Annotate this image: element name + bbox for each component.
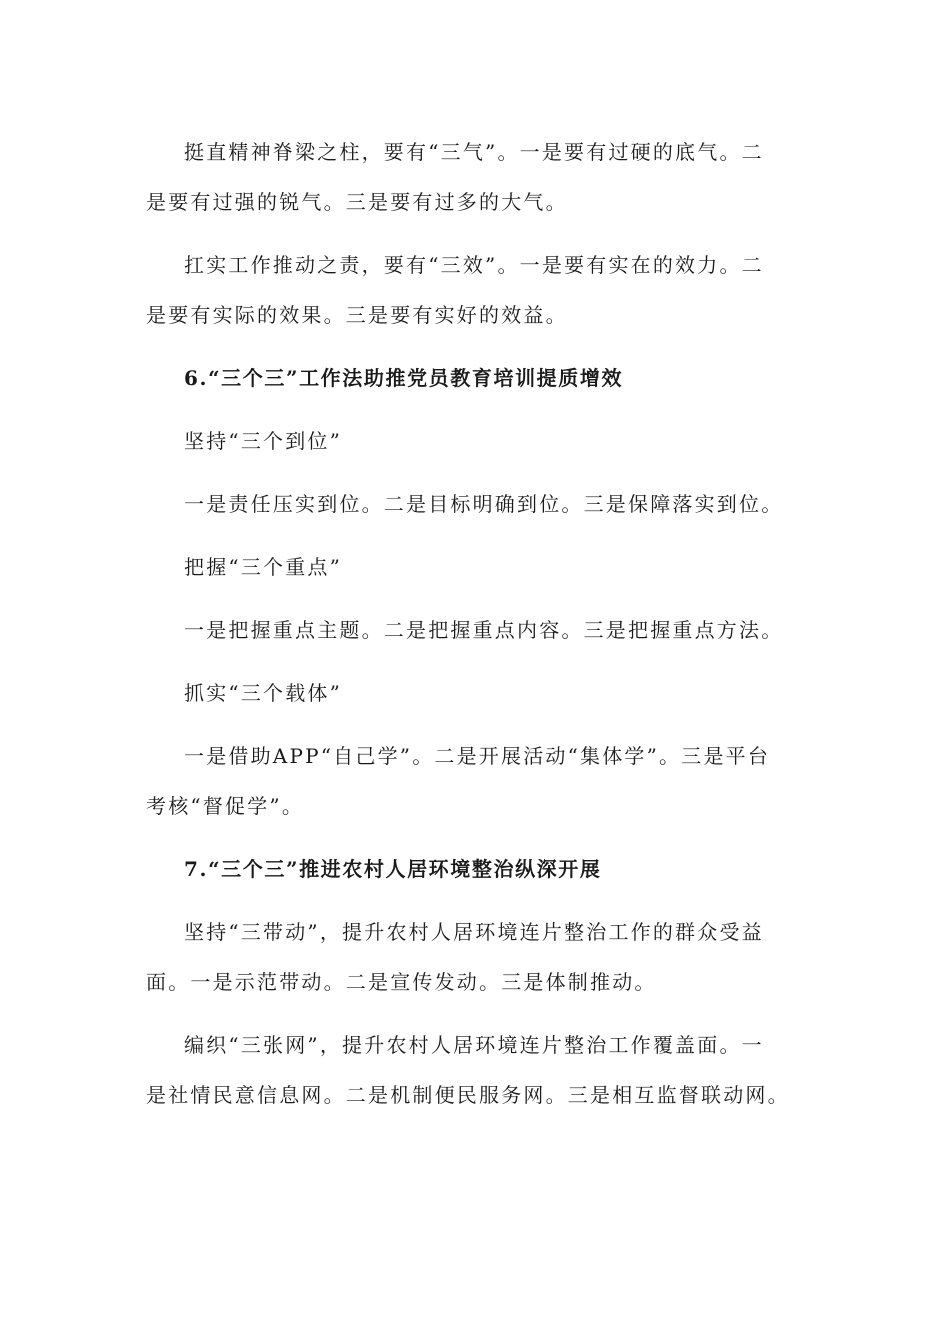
paragraph-line: 是社情民意信息网。二是机制便民服务网。三是相互监督联动网。 xyxy=(146,1083,790,1107)
paragraph-line: 编织“三张网”，提升农村人居环境连片整治工作覆盖面。一 xyxy=(184,1033,764,1057)
paragraph-line: 扛实工作推动之责，要有“三效”。一是要有实在的效力。二 xyxy=(184,253,764,277)
paragraph-line: 一是责任压实到位。二是目标明确到位。三是保障落实到位。 xyxy=(184,492,784,516)
paragraph-line: 是要有过强的锐气。三是要有过多的大气。 xyxy=(146,190,568,214)
paragraph-line: 挺直精神脊梁之柱，要有“三气”。一是要有过硬的底气。二 xyxy=(184,140,764,164)
section-heading-6: 6.“三个三”工作法助推党员教育培训提质增效 xyxy=(184,366,624,390)
subheading: 坚持“三个到位” xyxy=(184,429,343,453)
paragraph-line: 一是借助APP“自己学”。二是开展活动“集体学”。三是平台 xyxy=(184,744,771,768)
subheading: 抓实“三个载体” xyxy=(184,681,343,705)
paragraph-line: 坚持“三带动”，提升农村人居环境连片整治工作的群众受益 xyxy=(184,920,764,944)
section-heading-7: 7.“三个三”推进农村人居环境整治纵深开展 xyxy=(184,857,602,881)
paragraph-line: 面。一是示范带动。二是宣传发动。三是体制推动。 xyxy=(146,970,657,994)
paragraph-line: 一是把握重点主题。二是把握重点内容。三是把握重点方法。 xyxy=(184,618,784,642)
subheading: 把握“三个重点” xyxy=(184,555,343,579)
paragraph-line: 考核“督促学”。 xyxy=(146,794,305,818)
paragraph-line: 是要有实际的效果。三是要有实好的效益。 xyxy=(146,303,568,327)
